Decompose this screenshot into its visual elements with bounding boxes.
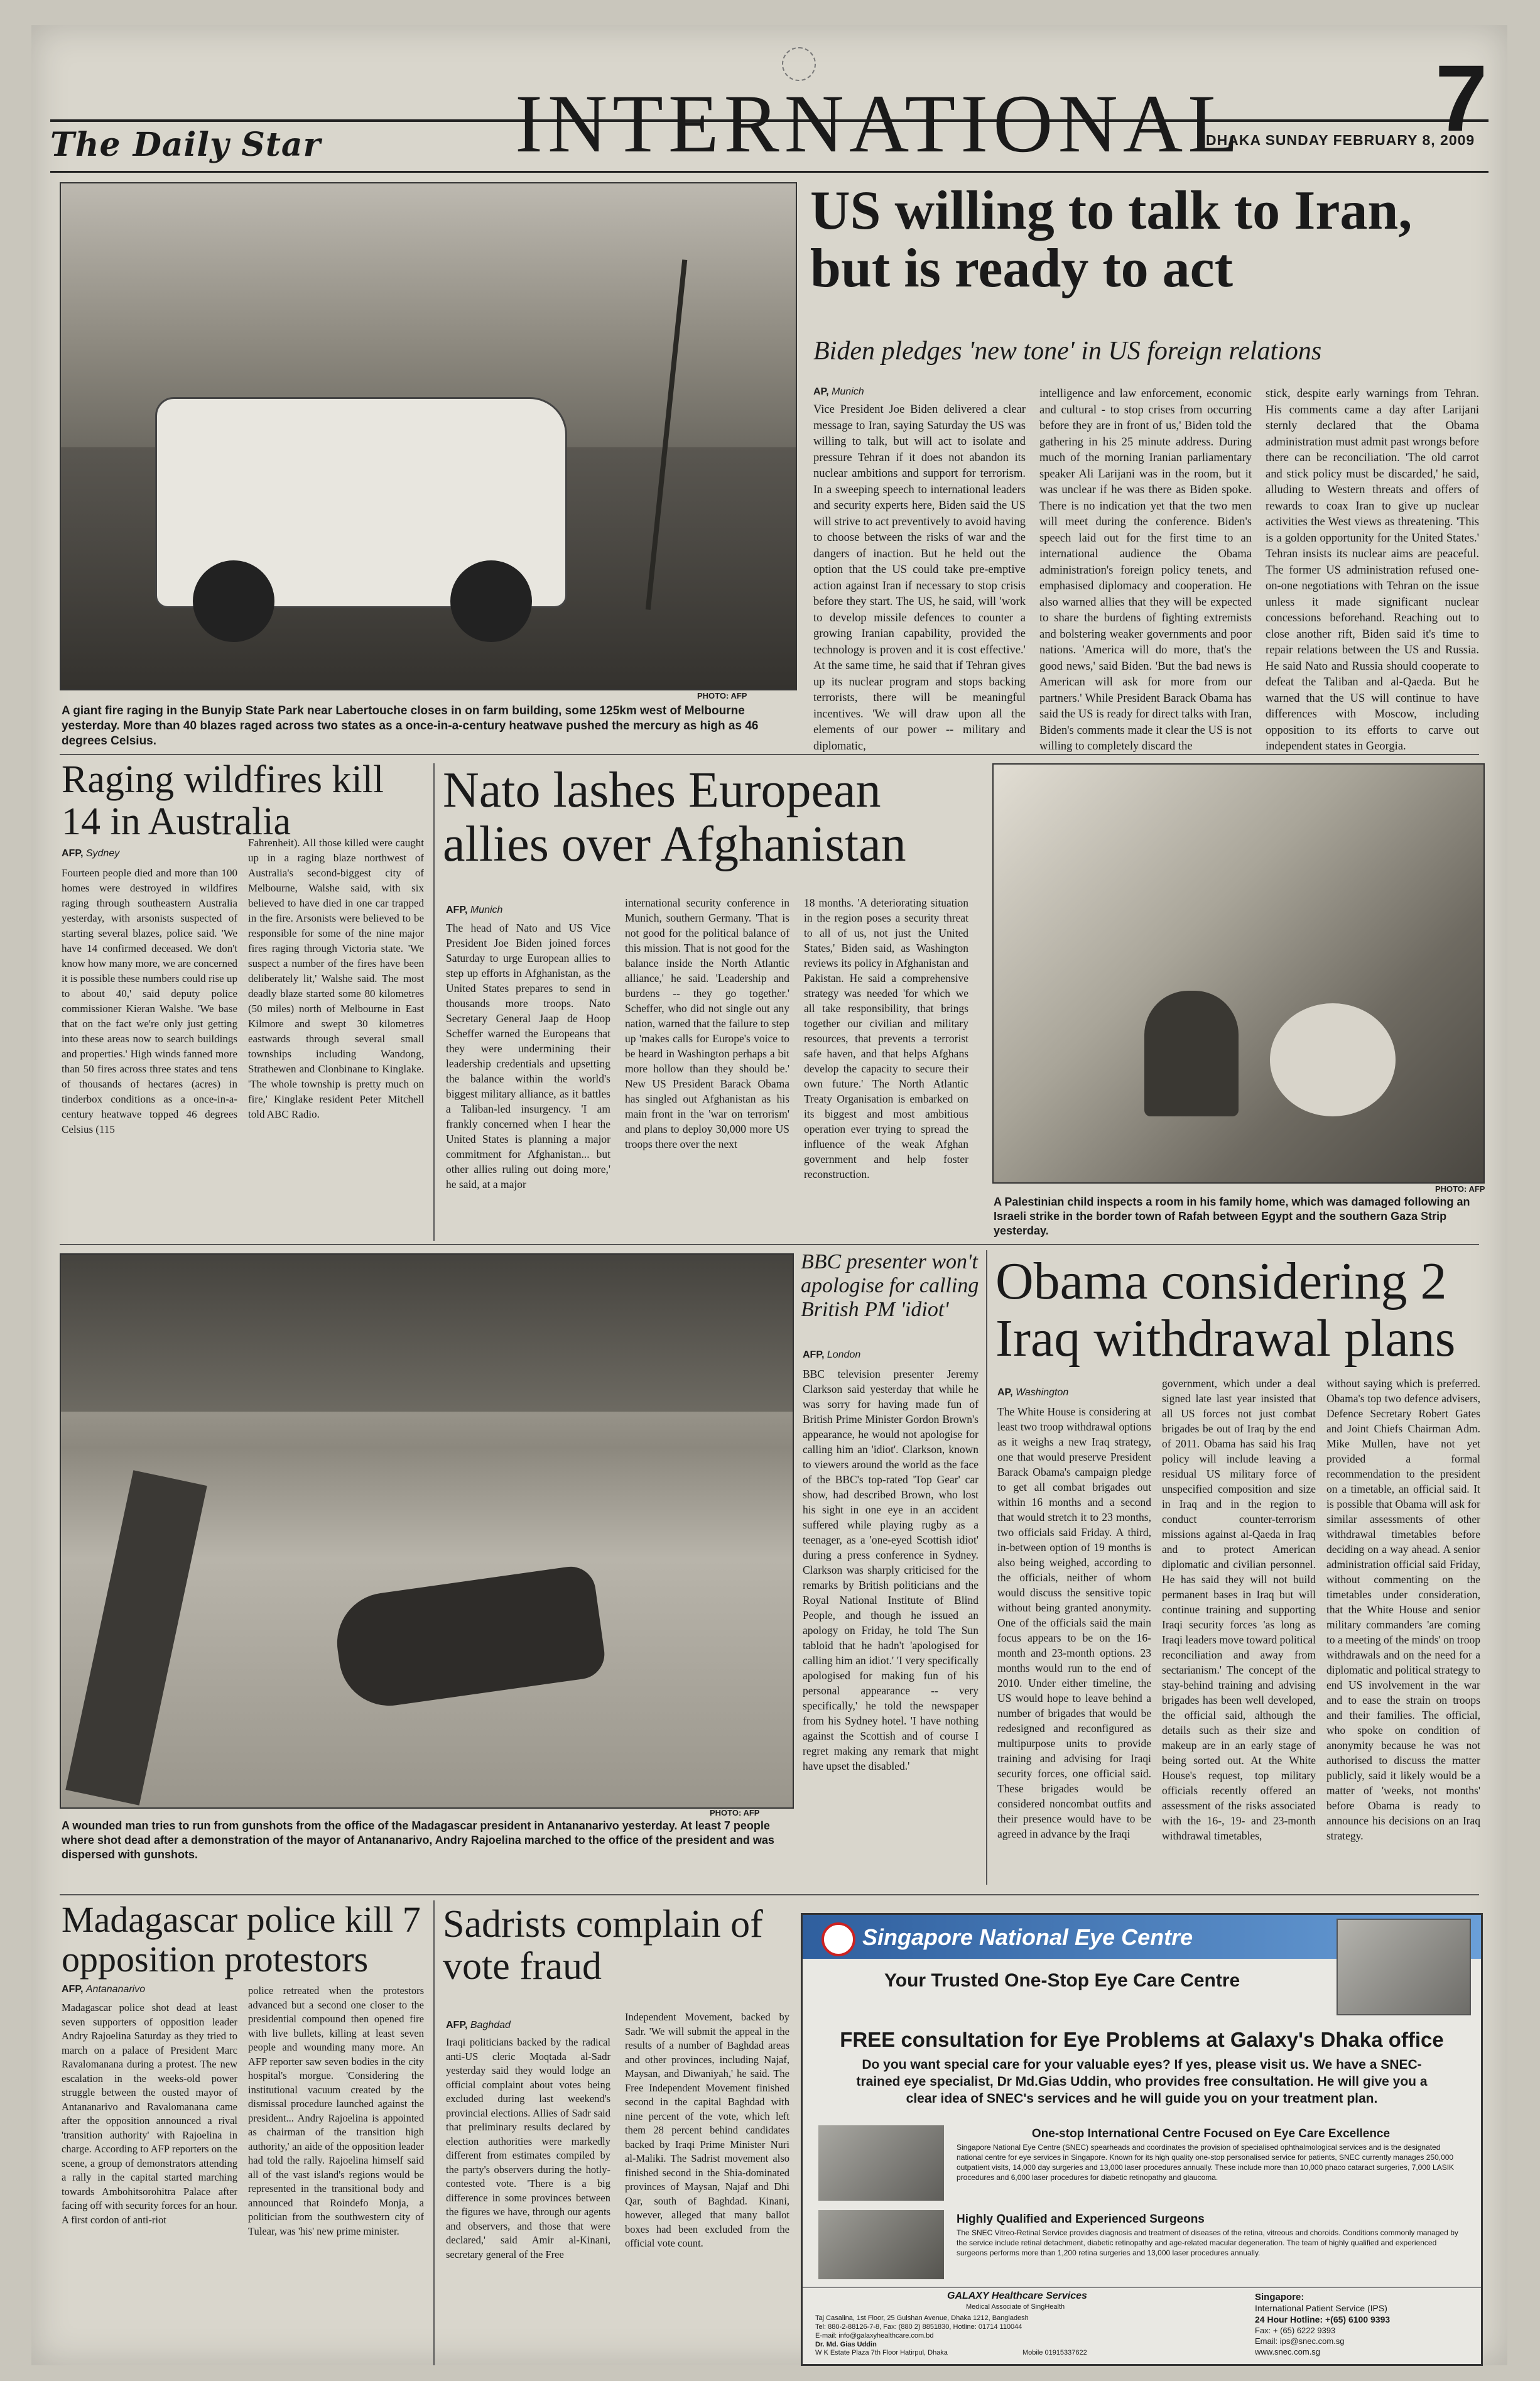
obama-col-3: without saying which is preferred. Obama's top two defence advisers, Defence Secretary Robert Gates and Joint Chiefs Chairman Adm. Mike Mullen, have not yet provided a formal recommendation to the president on a timetable, an official said. It is possible that Obama will ask for similar assessments of other withdrawal timetables before deciding on a way ahead. A senior administration official said Friday, without commenting on the timetables under consideration, that the White House and senior military commanders 'are coming to a meeting of the minds' on troop withdrawals and on the need for a diplomatic and political strategy to end US involvement in the war and to ease the strain on troops and their families. The official, who spoke on condition of anonymity because he was not authorised to discuss the matter publicly, said it likely would be a matter of 'weeks, not months' before Obama is ready to announce his decisions on an Iraq strategy. xyxy=(1326,1377,1480,1842)
eye-centre-advertisement[interactable] xyxy=(801,1913,1483,2366)
sg-service: International Patient Service (IPS) xyxy=(1255,2303,1387,2313)
madagascar-col-1: Madagascar police shot dead at least seven supporters of opposition leader Andry Rajoelina Saturday as they tried to march on a palace of President Marc Ravalomanana during a protest. The new escalation in the weeks-old power struggle between the ousted mayor of Antananarivo and Ravalomanana came after the opposition announced a rival 'transition authority' with Rajoelina in charge. According to AFP reporters on the scene, a group of demonstrators attending a rally in the capital started marching towards Ambohitsorohitra Palace after facing off with security forces for an hour. A first cordon of anti-riot xyxy=(62,2002,237,2226)
sadrists-headline: Sadrists complain of vote fraud xyxy=(443,1903,763,1988)
iran-deck: Biden pledges 'new tone' in US foreign relations xyxy=(813,337,1322,366)
wildfires-col-1: Fourteen people died and more than 100 homes were destroyed in wildfires raging through southeastern Australia yesterday, with arsonists suspected of starting several blazes, police said. 'We have 14 confirmed deceased. We don't know how many more, we are concerned it is possible these numbers could rise up to about 40,' said deputy police commissioner Kieran Walshe. 'We base that on the fact we're only just getting into these areas now to search buildings and properties.' High winds fanned more than 50 fires across three states and tens of thousands of hectares (acres) in tinderbox conditions as a once-in-a-century heatwave topped 46 degrees Celsius (115 xyxy=(62,867,237,1135)
obama-col-1: The White House is considering at least two troop withdrawal options as it weighs a new Iraq strategy, one that would preserve President Barack Obama's campaign pledge to get all combat brigades out within 16 months and a second that would stretch it to 23 months, two officials said Friday. A third, in-between option of 19 months is also being weighed, according to the officials, neither of whom would discuss the sensitive topic without being granted anonymity. One of the officials said the main focus appears to be on the 16-month and 23-month options. 23 months would run to the end of 2010. Under either timeline, the US would hope to leave behind a number of brigades that would be redesigned and reconfigured as multipurpose units to provide training and advising for Iraqi security forces, one official said. These brigades would be considered noncombat outfits and their presence would have to be agreed in advance by the Iraqi xyxy=(997,1405,1151,1840)
vertical-rule-2 xyxy=(986,1250,987,1885)
madagascar-col-2: police retreated when the protestors advanced but a second one closer to the presidential compound then opened fire with live bullets, killing at least seven people and wounding many more. An AFP reporter saw seven bodies in the city hospital's morgue. 'Considering the institutional vacuum created by the dismissal procedure launched against the president... Andry Rajoelina is appointed as chairman of the transition high authority,' an aide of the opposition leader had told the rally. Rajoelina himself said all of the vast island's regions would be represented in the transitional body and announced that Roindefo Monja, a politician from the southwestern city of Tulear, was 'his' new prime minister. xyxy=(248,1985,424,2237)
wildfires-byline: AFP, Sydney xyxy=(62,848,120,859)
ad-headline: FREE consultation for Eye Problems at Galaxy's Dhaka office xyxy=(840,2028,1444,2051)
nato-col-1: The head of Nato and US Vice President Joe Biden joined forces Saturday to urge European allies to step up efforts in Afghanistan, as the United States prepares to send in thousands more troops. Nato Secretary General Jaap de Hoop Scheffer warned the Europeans that they were undermining their leadership credentials and upsetting the balance within the world's biggest military alliance, as it battles a Taliban-led insurgency. 'I am frankly concerned when I hear the United States is planning a major commitment for Afghanistan... but other allies ruling out doing more,' he said, at a major xyxy=(446,922,610,1190)
ad-box2-text: The SNEC Vitreo-Retinal Service provides diagnosis and treatment of diseases of the retina, vitreous and choroids. Conditions commonly managed by the service include retinal detachment, diabetic retinopathy and age-related macular degeneration. The team of highly qualified and experienced surgeons performs more than 1,200 retina surgeries and 13,000 laser procedures annually. xyxy=(957,2228,1458,2257)
ad-brand: Singapore National Eye Centre xyxy=(862,1924,1193,1950)
fire-photo-credit: PHOTO: AFP xyxy=(697,691,747,700)
madagascar-photo xyxy=(60,1253,794,1809)
snec-logo-icon xyxy=(822,1922,855,1956)
ad-photo-2 xyxy=(818,2210,944,2279)
madagascar-byline: AFP, Antananarivo xyxy=(62,1984,146,1995)
wildfire-photo xyxy=(60,182,797,690)
galaxy-sub: Medical Associate of SingHealth xyxy=(966,2303,1065,2311)
vertical-rule-1 xyxy=(433,763,435,1241)
sg-email[interactable]: Email: ips@snec.com.sg xyxy=(1255,2336,1345,2346)
page-number: 7 xyxy=(1435,45,1488,151)
iran-col-1: Vice President Joe Biden delivered a clear message to Iran, saying Saturday the US was willing to talk, but will act to isolate and pressure Tehran if it does not abandon its nuclear ambitions and support for terrorism. In a sweeping speech to international leaders and security experts here, Biden said the US will strive to act preventively to avoid having to choose between the risks of war and the dangers of inaction. But he held out the option that the US could take pre-emptive action against Iran if necessary to stop crisis before they start. The US, he said, will 'work to develop missile defences to counter a growing Iranian capability, provided the technology is proven and it is cost effective.' At the same time, he said that if Tehran gives up its nuclear program and stops backing terrorists, there will be meaningful incentives. 'We will draw upon all the elements of our power -- military and diplomatic, xyxy=(813,403,1026,753)
vertical-rule-3 xyxy=(433,1900,435,2365)
compass-ornament-icon xyxy=(782,47,816,81)
ad-photo-1 xyxy=(818,2125,944,2201)
bbc-body: BBC television presenter Jeremy Clarkson said yesterday that while he was sorry for having made fun of British Prime Minister Gordon Brown's appearance, he would not apologise for calling him an 'idiot'. Clarkson, known to viewers around the world as the face of the BBC's top-rated 'Top Gear' car show, had described Brown, who lost his sight in one eye in an accident suffered while playing rugby as a teenager, as a 'one-eyed Scottish idiot' during a press conference in Sydney. Clarkson was sharply criticised for the remarks by British politicians and the Royal National Institute of Blind People, and though he issued an apology on Friday, he told The Sun tabloid that he hadn't 'apologised for calling him an idiot.' 'I very specifically apologised for making fun of his personal appearance -- very specifically,' he told the newspaper from his Sydney hotel. 'I have nothing against the Scottish and of course I regret making any remark that might have upset the disabled.' xyxy=(803,1368,979,1772)
section-rule-2 xyxy=(60,1244,1479,1245)
section-title: INTERNATIONAL xyxy=(515,77,1244,170)
ad-box1-title: One-stop International Centre Focused on Eye Care Excellence xyxy=(1031,2127,1391,2140)
newspaper-page xyxy=(31,25,1507,2365)
madagascar-photo-credit: PHOTO: AFP xyxy=(710,1808,760,1817)
section-rule-3 xyxy=(60,1894,1479,1895)
obama-byline: AP, Washington xyxy=(997,1387,1069,1398)
iran-col-2: intelligence and law enforcement, economic and cultural - to stop crises from occurring before they are in front of us,' Biden told the gathering in his 25 minute address. During much of the morning Iranian parliamentary speaker Ali Larijani was in the room, but it was unclear if he was there as Biden spoke. There is no indication yet that the two men will meet during the conference. Biden's speech laid out for the first time to an international audience the Obama administration's foreign policy tenets, and emphasised diplomacy and cooperation. He also warned allies that they will be expected to share the burdens of fighting extremists and bolstering weaker governments and poor nations. 'America will do more, that's the good news,' said Biden. 'But the bad news is American will ask for more from our partners.' While President Barack Obama has said the US is ready for direct talks with Iran, Biden's comments made it clear the US is not willing to completely discard the xyxy=(1039,388,1252,753)
wildfires-headline: Raging wildfires kill 14 in Australia xyxy=(62,758,384,843)
bd-phone: Tel: 880-2-88126-7-8, Fax: (880 2) 8851830, Hotline: 01714 110044 xyxy=(815,2323,1022,2331)
gaza-photo-credit: PHOTO: AFP xyxy=(1435,1184,1485,1194)
dateline: DHAKA SUNDAY FEBRUARY 8, 2009 xyxy=(1206,132,1475,148)
iran-col-3: stick, despite early warnings from Tehran. His comments came a day after Larijani sternly declared that the Obama administration must admit past wrongs before there can be reconciliation. 'The old carrot and stick policy must be discarded,' he said, alluding to Western threats and offers of rewards to coax Iran to give up nuclear activities the West views as threatening. 'This is a golden opportunity for the United States.' Tehran insists its nuclear aims are peaceful. The former US administration refused one-on-one negotiations with Tehran on the issue unless it made significant nuclear concessions beforehand. Reaching out to close another rift, Biden said it's time to repair relations between the US and Russia. He said Nato and Russia should cooperate to defeat the Taliban and al-Qaeda. But he warned that the US will continue to have differences with Moscow, including opposition to its efforts to carve out independent states in Georgia. xyxy=(1266,388,1479,753)
bd-address: Taj Casalina, 1st Floor, 25 Gulshan Avenue, Dhaka 1212, Bangladesh xyxy=(815,2314,1029,2322)
gaza-photo xyxy=(992,763,1485,1184)
bbc-byline: AFP, London xyxy=(803,1349,861,1360)
galaxy-name: GALAXY Healthcare Services xyxy=(947,2291,1087,2301)
nato-col-2: international security conference in Munich, southern Germany. 'That is not good for the political balance of this mission. That is not good for the balance inside the North Atlantic alliance,' he said. 'Leadership and burdens -- they go together.' Scheffer, who did not single out any nation, warned that the failure to step up 'makes calls for Europe's voice to be heard in Washington perhaps a bit more hollow than they should be.' New US President Barack Obama has singled out Afghanistan as his main front in the 'war on terrorism' and plans to deploy 30,000 more US troops there over the next xyxy=(625,896,789,1150)
ad-doctor-photo xyxy=(1337,1919,1471,2015)
ad-divider xyxy=(803,2287,1481,2288)
sg-fax: Fax: + (65) 6222 9393 xyxy=(1255,2326,1336,2335)
nato-headline: Nato lashes European allies over Afghanistan xyxy=(443,763,906,873)
iran-headline: US willing to talk to Iran, but is ready to act xyxy=(810,180,1413,300)
wildfires-col-2: Fahrenheit). All those killed were caught up in a raging blaze northwest of Australia's second-biggest city of Melbourne, Walshe said, with six believed to have died in one car trapped in the fire. Arsonists were believed to be responsible for some of the nine major fires raging through Victoria state. 'We suspect a number of the fires have been deliberately lit,' Walshe said. The most deadly blaze started some 80 kilometres (50 miles) north of Melbourne in East Kilmore and swept 30 kilometres eastwards through several small townships including Wandong, Strathewen and Clonbinane to Kinglake. 'The whole township is pretty much on fire,' Kinglake resident Peter Mitchell told ABC Radio. xyxy=(248,837,424,1120)
madagascar-headline: Madagascar police kill 7 opposition protestors xyxy=(62,1899,421,1980)
fire-photo-caption: A giant fire raging in the Bunyip State Park near Labertouche closes in on farm building, some 125km west of Melbourne yesterday. More than 40 blazes raged across two states as a once-in-a-century heatwave pushed the mercury as high as 46 degrees Celsius. xyxy=(62,704,759,748)
section-rule-1 xyxy=(60,754,1479,755)
sg-hotline: 24 Hour Hotline: +(65) 6100 9393 xyxy=(1255,2314,1391,2324)
nato-byline: AFP, Munich xyxy=(446,905,503,915)
sadrists-col-1: Iraqi politicians backed by the radical anti-US cleric Moqtada al-Sadr yesterday said they would lodge an official complaint about votes being excluded during last weekend's provincial elections. Allies of Sadr said that preliminary results declared by election authorities were markedly different from estimates compiled by the party's observers during the hotly-contested vote. 'There is a big difference in some provinces between the figures we have, through our agents and observers, and those that were declared,' said Amir al-Kinani, secretary general of the Free xyxy=(446,2036,610,2260)
obama-headline: Obama considering 2 Iraq withdrawal plans xyxy=(995,1252,1456,1368)
bbc-headline: BBC presenter won't apologise for calling British PM 'idiot' xyxy=(801,1250,979,1321)
masthead-rule-bottom xyxy=(50,171,1488,173)
ad-subhead: Do you want special care for your valuable eyes? If yes, please visit us. We have a SNEC-trained eye specialist, Dr Md.Gias Uddin, who provides free consultation. He will give you a clear idea of SNEC's services and he will guide you on your treatment plan. xyxy=(856,2057,1428,2106)
iran-byline: AP, Munich xyxy=(813,386,864,397)
sadrists-col-2: Independent Movement, backed by Sadr. 'We will submit the appeal in the results of a number of Baghdad areas and other provinces, including Najaf, Maysan, and Diwaniyah,' he said. The Free Independent Movement finished second in the capital Baghdad with nine percent of the vote, which left them 28 percent behind candidates backed by Iraqi Prime Minister Nuri al-Maliki. The Sadrist movement also finished second in the Shia-dominated provinces of Maysan, Najaf and Dhi Qar, south of Baghdad. Kinani, however, alleged that many ballot boxes had been excluded from the official vote count. xyxy=(625,2011,789,2249)
sg-label: Singapore: xyxy=(1255,2292,1304,2302)
gaza-photo-caption: A Palestinian child inspects a room in his family home, which was damaged following an Israeli strike in the border town of Rafah between Egypt and the southern Gaza Strip yesterday. xyxy=(994,1196,1470,1237)
sg-website[interactable]: www.snec.com.sg xyxy=(1255,2347,1321,2356)
obama-col-2: government, which under a deal signed late last year insisted that all US forces not just combat brigades be out of Iraq by the end of 2011. Obama has said his Iraq policy will include leaving a residual US military force of unspecified composition and size in Iraq and in the region to conduct counter-terrorism missions against al-Qaeda in Iraq and to protect American diplomatic and civilian personnel. He has said they will not build permanent bases in Iraq but will continue training and supporting Iraqi security forces 'as long as Iraqi leaders move toward political reconciliation and away from sectarianism.' The concept of the stay-behind training and advising brigades has been well developed, the official said, although the details such as their size and makeup are in an early stage of being sorted out. At the White House's request, top military officials recently offered an assessment of the risks associated with the 16-, 19- and 23-month withdrawal timetables, xyxy=(1162,1377,1316,1842)
doctor-mobile: Mobile 01915337622 xyxy=(1022,2349,1087,2356)
sadrists-byline: AFP, Baghdad xyxy=(446,2020,511,2030)
bd-email[interactable]: E-mail: info@galaxyhealthcare.com.bd xyxy=(815,2332,934,2340)
madagascar-photo-caption: A wounded man tries to run from gunshots from the office of the Madagascar president in Antananarivo yesterday. At least 7 people where shot dead after a demonstration of the mayor of Antananarivo, Andry Rajoelina marched to the office of the president and was dispersed with gunshots. xyxy=(62,1819,774,1861)
doctor-address: W K Estate Plaza 7th Floor Hatirpul, Dhaka xyxy=(815,2349,948,2356)
doctor-name: Dr. Md. Gias Uddin xyxy=(815,2341,877,2348)
nato-col-3: 18 months. 'A deteriorating situation in the region poses a security threat to all of us, not just the United States,' Biden said, as Washington reviews its policy in Afghanistan and Pakistan. He said a comprehensive strategy was needed 'for which we all take responsibility, that brings together our civilian and military resources, that prevents a terrorist safe haven, and that helps Afghans develop the capacity to secure their own future.' The North Atlantic Treaty Organisation is embarked on its biggest and most ambitious operation ever trying to spread the influence of the weak Afghan government and help foster reconstruction. xyxy=(804,896,968,1180)
ad-box1-text: Singapore National Eye Centre (SNEC) spearheads and coordinates the provision of specialised ophthalmological services and is the designated national centre for eye services in Singapore. Known for its high quality one-stop personalised service for patients, SNEC currently manages 250,000 outpatient visits, 14,000 day surgeries and 13,000 laser procedures annually. These include more than 10,000 phaco cataract surgeries, 7,000 LASIK procedures and 6,000 laser procedures for diabetic retinopathy and glaucoma. xyxy=(957,2143,1455,2182)
newspaper-logo: The Daily Star xyxy=(50,126,321,164)
ad-box2-title: Highly Qualified and Experienced Surgeons xyxy=(957,2213,1205,2226)
ad-tagline: Your Trusted One-Stop Eye Care Centre xyxy=(884,1970,1240,1991)
